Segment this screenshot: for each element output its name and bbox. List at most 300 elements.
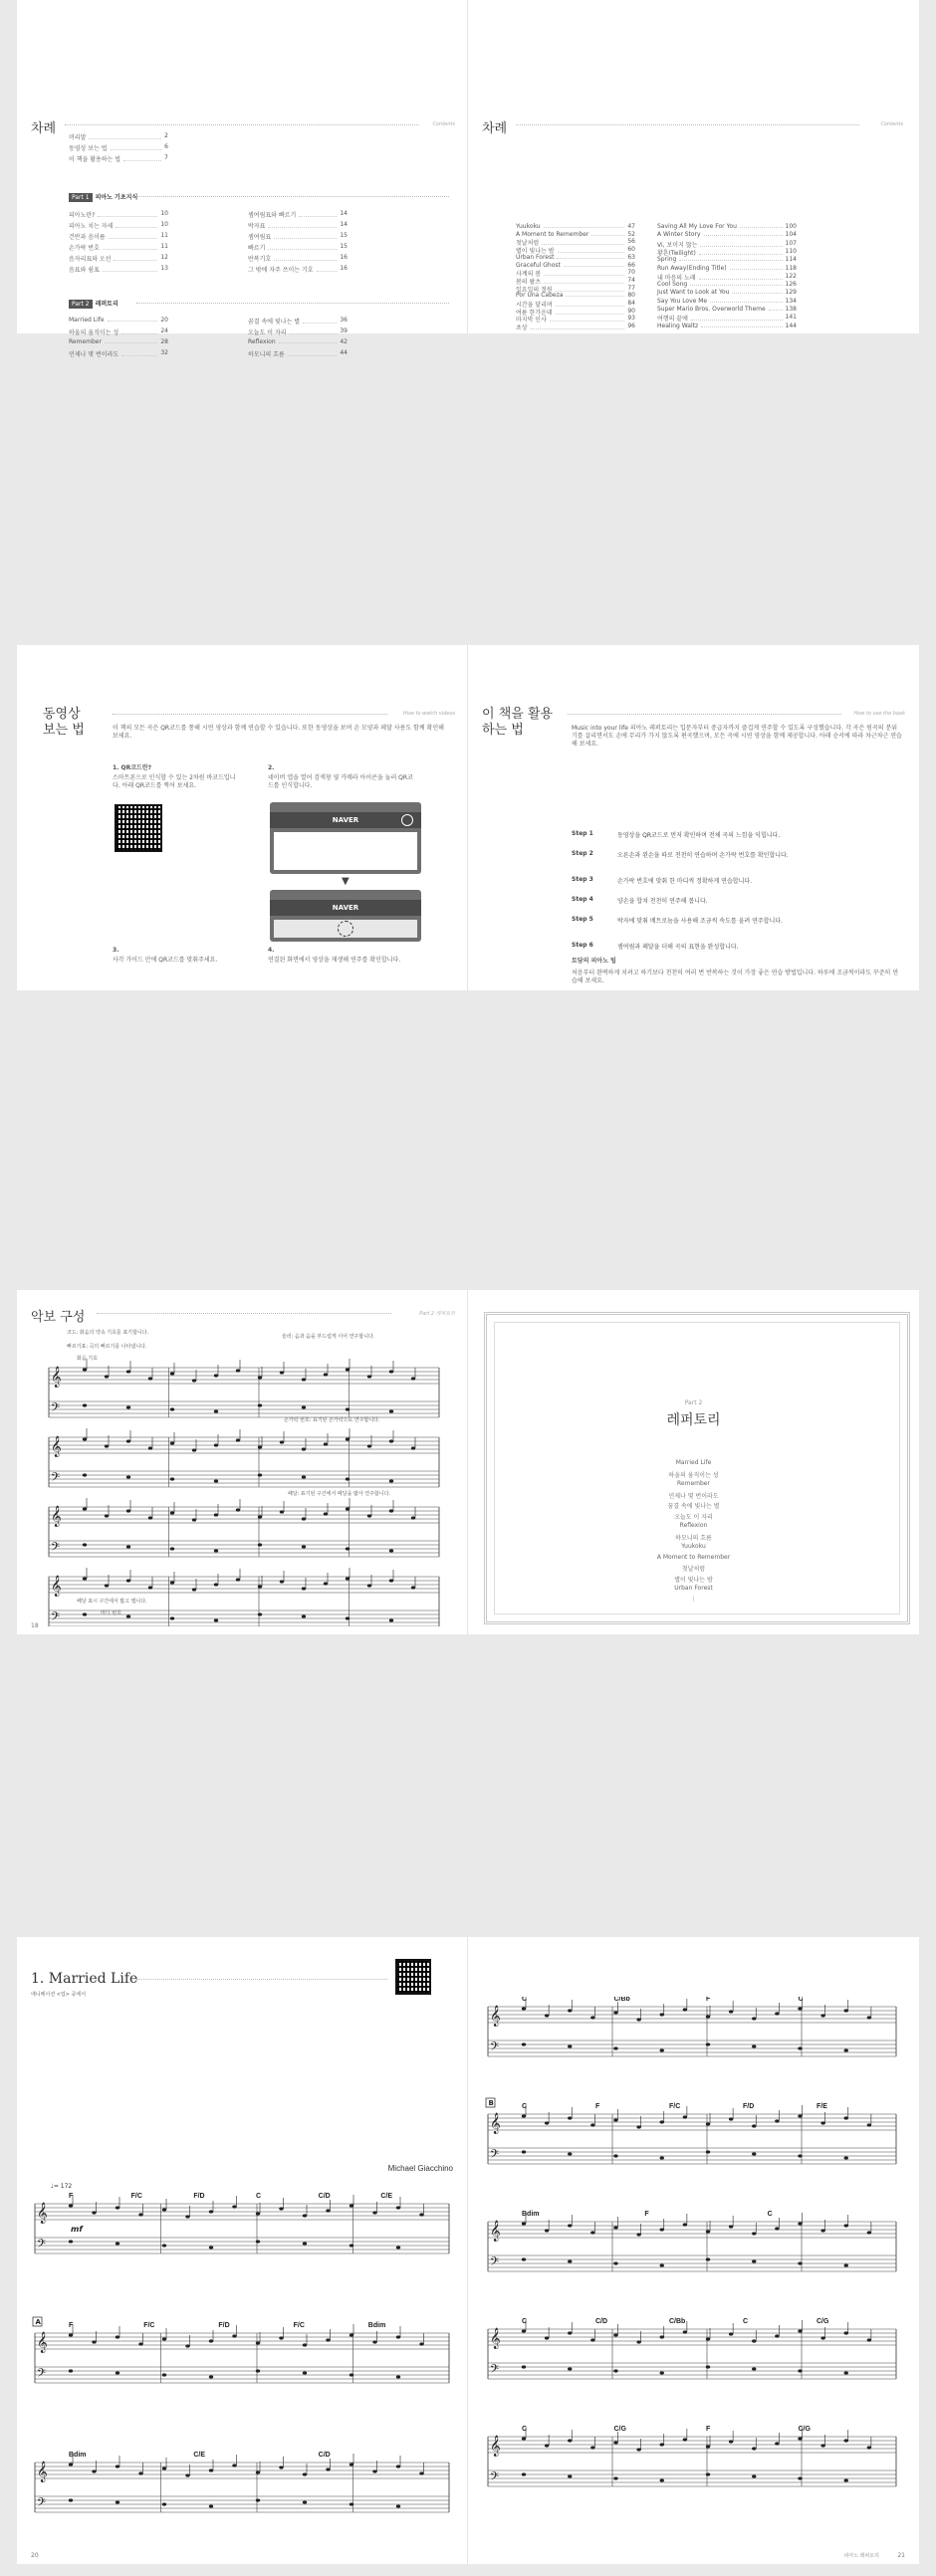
toc-item[interactable] xyxy=(657,256,797,263)
note-head xyxy=(775,2334,779,2337)
toc-label: 여름 한가운데 xyxy=(516,309,553,317)
note-head xyxy=(138,2471,142,2474)
naver-logo: NAVER xyxy=(270,812,421,828)
chord-symbol: F/D xyxy=(218,2322,230,2329)
repertoire-item: 언제나 몇 번이라도 xyxy=(668,1492,719,1500)
note-head xyxy=(214,1583,218,1586)
note-head xyxy=(867,2231,871,2234)
toc-item[interactable] xyxy=(69,154,168,163)
note-head xyxy=(346,1437,350,1440)
toc-item[interactable] xyxy=(516,322,635,331)
divider xyxy=(97,1313,391,1314)
bass-note-head xyxy=(706,2257,710,2260)
repertoire-title-page xyxy=(468,1290,919,1634)
bass-note-head xyxy=(256,2369,260,2372)
bass-note-head xyxy=(844,2048,848,2051)
toc-item[interactable] xyxy=(69,338,168,345)
toc-label: Super Mario Bros. Overworld Theme xyxy=(657,306,766,313)
qr-code[interactable] xyxy=(115,804,162,852)
toc-item[interactable] xyxy=(69,143,168,152)
note-head xyxy=(683,2438,687,2441)
note-head xyxy=(116,2206,119,2209)
repertoire-item: 하모니의 흐름 xyxy=(675,1534,712,1542)
video-page xyxy=(17,645,468,990)
part-tag: Part 1 xyxy=(69,193,93,202)
leader-dots xyxy=(123,154,161,161)
annotation-callout: 슬러: 음과 음을 부드럽게 이어 연주합니다. xyxy=(282,1334,375,1340)
note-head xyxy=(752,2124,756,2127)
note-head xyxy=(820,2229,824,2232)
note-head xyxy=(775,2442,779,2445)
note-head xyxy=(148,1446,152,1449)
note-head xyxy=(116,2465,119,2468)
note-head xyxy=(798,2222,802,2225)
bass-note-head xyxy=(83,1612,87,1615)
leader-dots xyxy=(679,256,782,261)
chord-symbol: F/C xyxy=(130,2193,142,2200)
divider xyxy=(136,1979,387,1980)
annotation-callout: 코드: 화음의 약속 기호를 표기합니다. xyxy=(67,1330,149,1336)
repertoire-item: 별이 빛나는 밤 xyxy=(674,1576,713,1584)
divider xyxy=(113,714,387,715)
toc-item[interactable] xyxy=(657,223,797,230)
leader-dots xyxy=(542,238,624,245)
note-head xyxy=(372,2211,376,2214)
step-text: 셈여림과 페달을 더해 곡의 표현을 완성합니다. xyxy=(617,944,739,951)
note-head xyxy=(346,1507,350,1510)
toc-item[interactable] xyxy=(248,232,348,241)
bass-note-head xyxy=(214,1479,218,1482)
note-head xyxy=(522,2222,526,2225)
step-label: Step 5 xyxy=(572,916,593,923)
note-head xyxy=(372,2469,376,2472)
bass-note-head xyxy=(522,2042,526,2045)
note-head xyxy=(324,1373,328,1376)
toc-page: 66 xyxy=(627,261,635,269)
toc-item[interactable] xyxy=(248,327,348,336)
bass-note-head xyxy=(389,1618,393,1621)
note-head xyxy=(105,1375,109,1378)
bass-note-head xyxy=(346,1407,350,1410)
bass-note-head xyxy=(568,2474,572,2477)
step1-text: 스마트폰으로 인식할 수 있는 2차원 바코드입니다. 아래 QR코드를 찍어 보세요. xyxy=(113,774,236,789)
note-head xyxy=(706,2337,710,2340)
toc-item[interactable] xyxy=(657,281,797,288)
leader-dots xyxy=(591,231,624,236)
bass-note-head xyxy=(522,2257,526,2260)
note-head xyxy=(324,1512,328,1515)
toc-item[interactable] xyxy=(657,322,797,329)
toc-label: 사계의 봄 xyxy=(516,271,542,279)
chord-symbol: Bdim xyxy=(69,2452,87,2459)
note-head xyxy=(729,2010,733,2013)
toc-label: 셈여림표와 빠르기 xyxy=(248,212,297,219)
note-head xyxy=(326,2209,330,2212)
note-head xyxy=(236,1438,240,1441)
toc-item[interactable] xyxy=(248,338,348,345)
leader-dots xyxy=(299,210,337,217)
note-head xyxy=(148,1586,152,1589)
chord-symbol: F xyxy=(706,1997,711,2003)
note-head xyxy=(302,1447,306,1450)
annotation-callout: 빠르기표: 곡의 빠르기를 나타냅니다. xyxy=(67,1344,147,1350)
score-page-left xyxy=(17,1937,468,2564)
bass-clef-icon: 𝄢 xyxy=(51,1541,61,1557)
note-head xyxy=(346,1577,350,1580)
toc-item[interactable] xyxy=(69,243,168,252)
step-text: 오른손과 왼손을 따로 천천히 연습하며 손가락 번호를 확인합니다. xyxy=(617,852,789,859)
note-head xyxy=(389,1370,393,1373)
note-head xyxy=(170,1511,174,1514)
step4-text: 연결된 화면에서 영상을 재생해 연주를 확인합니다. xyxy=(268,957,401,964)
note-head xyxy=(545,2336,549,2339)
note-head xyxy=(214,1374,218,1377)
leader-dots xyxy=(103,265,157,272)
toc-label: 황혼(Twilight) xyxy=(657,249,696,257)
note-head xyxy=(209,2210,213,2213)
bass-note-head xyxy=(844,2263,848,2266)
toc-item[interactable] xyxy=(69,265,168,274)
note-head xyxy=(116,2335,119,2338)
note-head xyxy=(214,1443,218,1446)
note-head xyxy=(350,2333,353,2336)
toc-page: 52 xyxy=(627,230,635,238)
step-text: 양손을 합쳐 천천히 연주해 봅니다. xyxy=(617,898,708,905)
grand-staff xyxy=(35,2452,449,2512)
bass-clef-icon: 𝄢 xyxy=(490,2470,500,2486)
camera-icon[interactable] xyxy=(401,814,413,826)
toc-label: Healing Waltz xyxy=(657,322,699,329)
chord-symbol: C xyxy=(522,2426,528,2433)
leader-dots xyxy=(290,327,338,334)
step-label: Step 3 xyxy=(572,876,593,883)
note-head xyxy=(170,1372,174,1375)
leader-dots xyxy=(121,327,157,334)
repertoire-item: 하울의 움직이는 성 xyxy=(668,1471,719,1479)
annotated-score xyxy=(41,1328,449,1626)
chord-symbol: C/E xyxy=(380,2193,393,2200)
note-head xyxy=(396,2465,400,2468)
bass-note-head xyxy=(660,2478,664,2481)
toc-page: 10 xyxy=(160,221,168,228)
toc-item[interactable] xyxy=(248,265,348,274)
note-head xyxy=(192,1518,196,1521)
toc-item[interactable] xyxy=(516,223,635,230)
grand-staff xyxy=(488,2211,896,2271)
note-head xyxy=(636,2018,640,2021)
step3-text: 사각 가이드 안에 QR코드를 맞춰주세요. xyxy=(113,957,218,964)
leader-dots xyxy=(103,243,157,250)
note-head xyxy=(844,2224,848,2227)
toc-page: 63 xyxy=(627,253,635,261)
part-label: Part 2 xyxy=(684,1399,703,1406)
toc-page: 39 xyxy=(340,327,348,334)
toc-page: 14 xyxy=(340,221,348,228)
leader-dots xyxy=(700,240,782,247)
note-head xyxy=(706,2122,710,2125)
bass-note-head xyxy=(660,2156,664,2159)
note-head xyxy=(729,2332,733,2335)
step-label: Step 1 xyxy=(572,830,593,837)
note-head xyxy=(590,2016,594,2019)
note-head xyxy=(844,2116,848,2119)
note-head xyxy=(411,1516,415,1519)
bass-note-head xyxy=(69,2369,73,2372)
step-item xyxy=(572,850,890,859)
bass-note-head xyxy=(752,2474,756,2477)
bass-clef-icon: 𝄢 xyxy=(490,2363,500,2379)
treble-clef-icon: 𝄞 xyxy=(37,2462,48,2482)
toc-item[interactable] xyxy=(248,210,348,219)
page-number: 18 xyxy=(31,1622,39,1629)
note-head xyxy=(367,1375,371,1378)
toc-item[interactable] xyxy=(516,254,635,261)
note-head xyxy=(867,2123,871,2126)
toc-item[interactable] xyxy=(248,221,348,230)
bass-clef-icon: 𝄢 xyxy=(51,1401,61,1417)
leader-dots xyxy=(564,262,624,267)
toc-item[interactable] xyxy=(657,265,797,272)
toc-label: 여행의 끝에 xyxy=(657,316,688,323)
note-head xyxy=(844,2331,848,2334)
bass-note-head xyxy=(346,1477,350,1480)
leader-dots xyxy=(303,317,337,323)
toc-page: 100 xyxy=(785,223,797,230)
bass-note-head xyxy=(302,1614,306,1617)
toc-page: 12 xyxy=(160,254,168,261)
note-head xyxy=(683,2008,687,2011)
toc-item[interactable] xyxy=(248,317,348,325)
note-head xyxy=(522,2114,526,2117)
grand-staff xyxy=(49,1428,439,1487)
note-head xyxy=(613,2333,617,2336)
note-head xyxy=(775,2119,779,2122)
annotation-callout: 페달: 표기된 구간에서 페달을 밟아 연주합니다. xyxy=(288,1491,390,1497)
note-head xyxy=(209,2339,213,2342)
bass-note-head xyxy=(752,2152,756,2155)
leader-dots xyxy=(274,232,337,239)
search-area xyxy=(274,832,417,870)
toc-page: 96 xyxy=(627,322,635,330)
bass-note-head xyxy=(258,1612,262,1615)
note-head xyxy=(232,2334,236,2337)
arrow-down-icon: ▼ xyxy=(342,876,350,887)
part-tag: Part 2 xyxy=(69,300,93,309)
intro-text: 이 책의 모든 곡은 QR코드를 통해 시연 영상과 함께 연습할 수 있습니다. 또한 동영상을 보며 손 모양과 페달 사용도 함께 확인해 보세요. xyxy=(113,725,444,740)
bass-note-head xyxy=(170,1407,174,1410)
note-head xyxy=(522,2437,526,2440)
repertoire-item: ⋮ xyxy=(690,1595,697,1603)
toc-page: 14 xyxy=(340,210,348,217)
note-head xyxy=(214,1513,218,1516)
song-title: 1. Married Life xyxy=(31,1971,138,1987)
tip-text: 처음부터 완벽하게 치려고 하기보다 천천히 여러 번 반복하는 것이 가장 좋은 연습 방법입니다. 하루에 조금씩이라도 꾸준히 연습해 보세요. xyxy=(572,969,899,984)
qr-code[interactable] xyxy=(395,1959,431,1995)
toc-item[interactable] xyxy=(657,231,797,238)
tempo-mark: ♩= 172 xyxy=(51,2183,73,2190)
bass-note-head xyxy=(258,1543,262,1546)
repertoire-item: Remember xyxy=(677,1480,710,1487)
leader-dots xyxy=(98,210,157,217)
toc-page: 7 xyxy=(164,154,168,161)
note-head xyxy=(729,2117,733,2120)
note-head xyxy=(411,1446,415,1449)
toc-page: 114 xyxy=(785,256,797,264)
leader-dots xyxy=(699,273,783,280)
note-head xyxy=(613,2226,617,2229)
note-head xyxy=(660,2120,664,2123)
footer-label: 피아노 레퍼토리 xyxy=(843,2553,879,2559)
treble-clef-icon: 𝄞 xyxy=(490,2436,501,2457)
toc-item[interactable] xyxy=(69,132,168,141)
rehearsal-mark: B xyxy=(488,2099,494,2107)
toc-item[interactable] xyxy=(657,306,797,313)
bass-note-head xyxy=(209,2246,213,2249)
toc-item[interactable] xyxy=(69,232,168,241)
note-head xyxy=(185,2215,189,2218)
toc-page: 138 xyxy=(785,306,797,313)
bass-note-head xyxy=(83,1543,87,1546)
chord-symbol: C/G xyxy=(798,2426,811,2433)
note-head xyxy=(105,1444,109,1447)
bass-note-head xyxy=(302,1475,306,1478)
note-head xyxy=(258,1376,262,1379)
naver-logo: NAVER xyxy=(270,900,421,916)
eng-label: Part 2 레퍼토리 xyxy=(419,1311,455,1317)
leader-dots xyxy=(544,269,624,276)
note-head xyxy=(683,2115,687,2118)
toc-item[interactable] xyxy=(248,254,348,263)
note-head xyxy=(613,2118,617,2121)
bass-note-head xyxy=(346,1616,350,1619)
bass-note-head xyxy=(396,2246,400,2249)
toc-page: 44 xyxy=(340,349,348,356)
toc-page: 13 xyxy=(160,265,168,272)
repertoire-item: Yuukoku xyxy=(681,1543,706,1550)
note-head xyxy=(820,2336,824,2339)
bass-note-head xyxy=(209,2375,213,2378)
chord-symbol: F/C xyxy=(293,2322,305,2329)
bass-clef-icon: 𝄢 xyxy=(37,2367,47,2383)
title-line: 이 책을 활용 xyxy=(482,707,554,722)
note-head xyxy=(367,1444,371,1447)
toc-page: 16 xyxy=(340,265,348,272)
song-subtitle: 애니메이션 <업> 중에서 xyxy=(31,1992,87,1998)
toc-item[interactable] xyxy=(69,327,168,336)
bass-note-head xyxy=(798,2476,802,2479)
toc-page: 110 xyxy=(785,247,797,255)
annotation-callout: 페달 표시 구간에서 밟고 뗍니다. xyxy=(77,1599,147,1605)
note-head xyxy=(636,2340,640,2343)
bass-clef-icon: 𝄢 xyxy=(51,1471,61,1487)
bass-note-head xyxy=(613,2154,617,2157)
note-head xyxy=(419,2471,423,2474)
note-head xyxy=(232,2464,236,2467)
note-head xyxy=(613,2441,617,2444)
bass-note-head xyxy=(214,1549,218,1552)
toc-item[interactable] xyxy=(657,298,797,305)
qr-scan-icon[interactable] xyxy=(338,921,353,937)
toc-page: 129 xyxy=(785,289,797,297)
bass-note-head xyxy=(613,2476,617,2479)
divider xyxy=(136,303,449,304)
step-item xyxy=(572,830,890,839)
step-text: 박자에 맞춰 메트로놈을 사용해 조금씩 속도를 올려 연주합니다. xyxy=(617,918,783,925)
toc-item[interactable] xyxy=(69,317,168,323)
bass-note-head xyxy=(396,2504,400,2507)
toc-item[interactable] xyxy=(248,349,348,358)
note-head xyxy=(660,2335,664,2338)
bass-note-head xyxy=(209,2504,213,2507)
toc-item[interactable] xyxy=(69,221,168,230)
toc-label: 반복기호 xyxy=(248,256,272,263)
note-head xyxy=(568,2331,572,2334)
toc-page: 32 xyxy=(160,349,168,356)
note-head xyxy=(209,2469,213,2471)
note-head xyxy=(138,2213,142,2216)
bass-note-head xyxy=(170,1616,174,1619)
note-head xyxy=(867,2446,871,2449)
note-head xyxy=(303,2343,307,2346)
bass-note-head xyxy=(568,2044,572,2047)
page-number: 20 xyxy=(31,2552,39,2559)
chord-symbol: C xyxy=(522,2318,528,2325)
leader-dots xyxy=(544,223,625,228)
toc-item[interactable] xyxy=(657,289,797,296)
grand-staff xyxy=(33,2317,449,2383)
note-head xyxy=(346,1368,350,1371)
bass-note-head xyxy=(706,2042,710,2045)
bass-note-head xyxy=(303,2500,307,2503)
toc-item[interactable] xyxy=(69,210,168,219)
bass-note-head xyxy=(706,2365,710,2368)
note-head xyxy=(185,2344,189,2347)
note-head xyxy=(280,1510,284,1513)
score-guide-page xyxy=(17,1290,468,1634)
toc-item[interactable] xyxy=(248,243,348,252)
toc-page: 77 xyxy=(627,284,635,292)
toc-item[interactable] xyxy=(516,292,635,299)
chord-symbol: F xyxy=(69,2322,74,2329)
note-head xyxy=(192,1379,196,1382)
note-head xyxy=(568,2116,572,2119)
note-head xyxy=(752,2017,756,2020)
toc-page: 11 xyxy=(160,232,168,239)
toc-label: 하모니의 흐름 xyxy=(248,351,285,358)
toc-item[interactable] xyxy=(69,349,168,358)
eng-label: Contents xyxy=(880,121,903,127)
toc-page: 15 xyxy=(340,232,348,239)
toc-item[interactable] xyxy=(516,231,635,238)
bass-clef-icon: 𝄢 xyxy=(37,2496,47,2512)
spread-married-life xyxy=(17,1937,919,2564)
bass-note-head xyxy=(83,1403,87,1406)
toc-label: 봄의 왈츠 xyxy=(516,278,542,286)
toc-page: 122 xyxy=(785,272,797,280)
score-page-right xyxy=(468,1937,919,2564)
chord-symbol: F/C xyxy=(669,2103,681,2110)
note-head xyxy=(258,1445,262,1448)
bass-note-head xyxy=(256,2498,260,2501)
note-head xyxy=(752,2232,756,2235)
note-head xyxy=(256,2470,260,2473)
toc-item[interactable] xyxy=(516,262,635,269)
page-title: 차례 xyxy=(482,121,508,136)
bass-note-head xyxy=(256,2240,260,2243)
toc-item[interactable] xyxy=(69,254,168,263)
toc-label: 그 밖에 자주 쓰이는 기호 xyxy=(248,267,314,274)
treble-clef-icon: 𝄞 xyxy=(51,1576,62,1597)
